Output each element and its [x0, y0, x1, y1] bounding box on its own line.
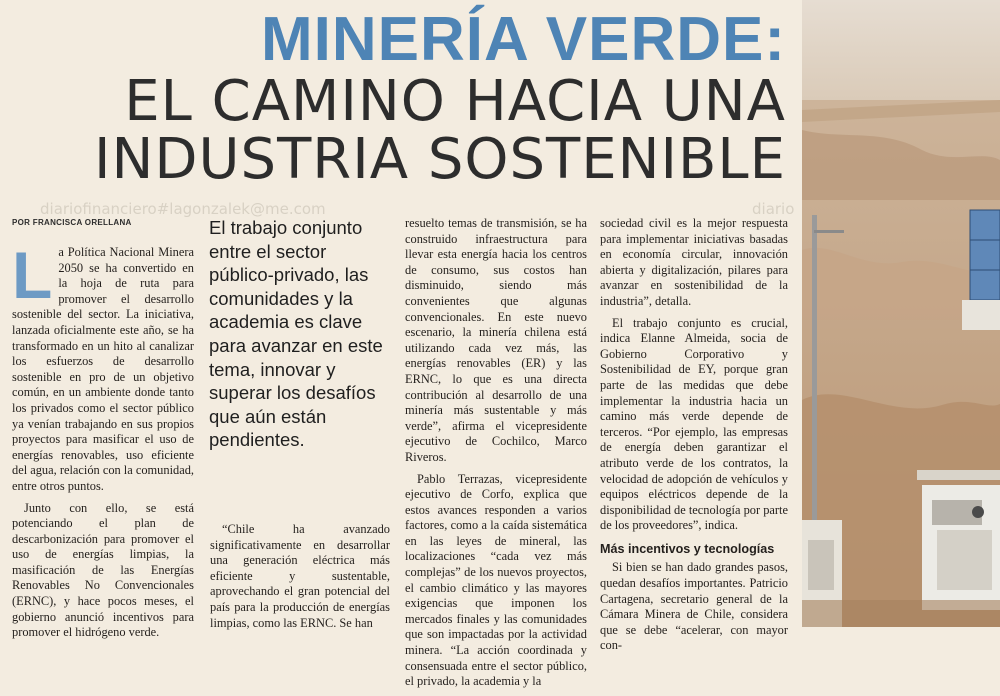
headline-line-2: EL CAMINO HACIA UNA: [124, 69, 786, 134]
paragraph: [12, 238, 194, 495]
paragraph: El trabajo conjunto es crucial, indica Elanne Almeida, socia de Gobierno Corporativo y Sostenibilidad de EY, porque gran parte de las medidas que debe implementar la industria hacia un camino más verde depende de terceros. “Por ejemplo, las empresas de energía deben garantizar el atributo verde de los contratos, la velocidad de adopción de vehículos y equipos eléctricos depende de la disponibilidad de tecnología por parte de los proveedores”, indica.: [600, 315, 788, 533]
photo-illustration: [802, 0, 1000, 627]
column-3: [405, 216, 587, 696]
paragraph-text: a Política Nacional Minera 2050 se ha convertido en la hoja de ruta para promover el desarrollo sostenible del sector. La iniciativa, lanzada oficialmente este año, se ha transformado en un hito al canalizar los esfuerzos de desarrollo sostenible en pro de un objetivo común, en un ambiente donde tanto los privados como el sector público ya venían trabajando en sus propios proyectos para masificar el uso de energías renovables, uso eficiente del agua, relación con la comunidad, entre otros puntos.: [12, 245, 194, 493]
watermark-left: diariofinanciero#lagonzalek@me.com: [40, 200, 326, 218]
headline-line-1: MINERÍA VERDE:: [261, 5, 786, 74]
subheading: Más incentivos y tecnologías: [600, 541, 775, 556]
column-1: [12, 238, 194, 647]
mining-site-photo: [802, 0, 1000, 627]
byline: POR FRANCISCA ORELLANA: [12, 218, 132, 227]
drop-cap: L: [12, 238, 53, 312]
paragraph: sociedad civil es la mejor respuesta para implementar iniciativas basadas en economía circular, innovación abierta y digitalización, pilares para avanzar en sostenibilidad de la industria”, detalla.: [600, 216, 788, 308]
headline-line-3: INDUSTRIA SOSTENIBLE: [94, 127, 786, 192]
column-2: [210, 522, 390, 637]
paragraph: resuelto temas de transmisión, se ha construido infraestructura para llevar esta energía hacia los centros de consumo, sus costos han disminuido, siendo más convenientes que algunas convencionales. En este nuevo escenario, la minería chilena está utilizando cada vez más, las energías renovables (ER) y las ERNC, lo que es una directa contribución al desarrollo de una minería más sustentable y más verde”, afirma el vicepresidente ejecutivo de Cochilco, Marco Riveros.: [405, 216, 587, 464]
pull-quote: El trabajo conjunto entre el sector público-privado, las comunidades y la academia es clave para avanzar en este tema, innovar y superar los desafíos que aún están pendientes.: [209, 217, 383, 451]
paragraph: Si bien se han dado grandes pasos, quedan desafíos importantes. Patricio Cartagena, secretario general de la Cámara Minera de Chile, considera que se debe “acelerar, con mayor con-: [600, 560, 788, 653]
watermark-right: diario: [752, 200, 795, 218]
paragraph: Junto con ello, se está potenciando el plan de descarbonización para promover el uso de energías limpias, la masificación de las Energías Renovables No Convencionales (ERNC), y hace pocos meses, el gobierno anunció incentivos para promover el hidrógeno verde.: [12, 500, 194, 640]
column-4: [600, 216, 788, 660]
paragraph: Pablo Terrazas, vicepresidente ejecutivo de Corfo, explica que estos avances responden a varios factores, como a la caída sistemática en las leyes de mineral, las localizaciones “cada vez más complejas” de los nuevos proyectos, el cambio climático y las mayores exigencias que imponen los mercados finales y las comunidades que son impactadas por la actividad minera. “La acción coordinada y consensuada entre el sector público, el privado, la academia y la: [405, 471, 587, 689]
paragraph: “Chile ha avanzado significativamente en desarrollar una generación eléctrica más eficiente y sustentable, aprovechando el gran potencial del país para la producción de energías limpias, como las ERNC. Se han: [210, 522, 390, 630]
